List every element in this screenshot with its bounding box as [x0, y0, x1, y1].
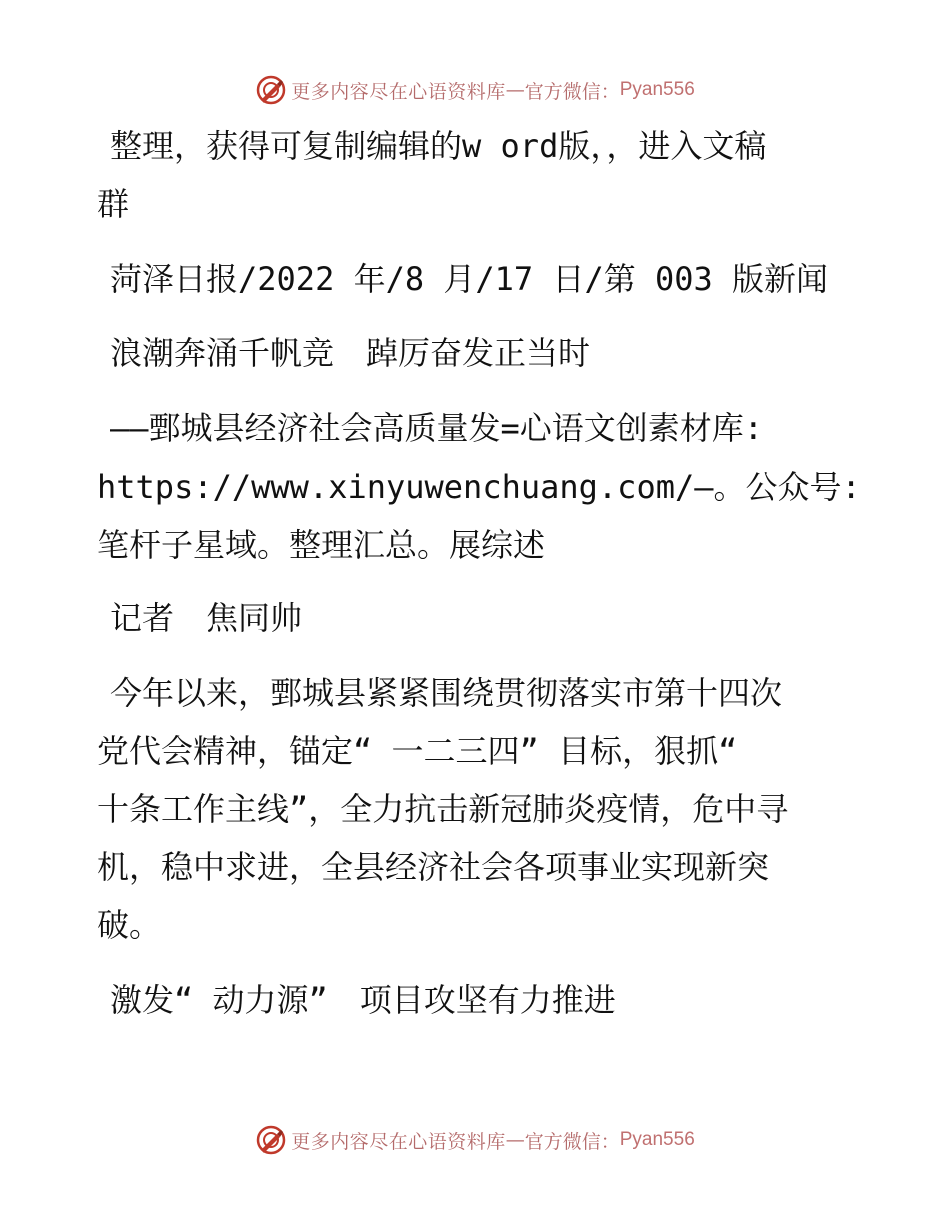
- paragraph-1-line-1: 今年以来，鄄城县紧紧围绕贯彻落实市第十四次: [110, 674, 783, 712]
- header-banner-contact-value: Pyan556: [619, 79, 695, 100]
- paragraph-1-line-5: 破。: [97, 906, 162, 944]
- subtitle-line-2: https://www.xinyuwenchuang.com/—。公众号:: [97, 468, 861, 506]
- pen-logo-icon: [255, 1124, 287, 1156]
- paragraph-1-line-2: 党代会精神，锚定“ 一二三四” 目标，狠抓“: [97, 732, 738, 770]
- section-heading: 激发“ 动力源” 项目攻坚有力推进: [110, 981, 616, 1019]
- source-line: 菏泽日报/2022 年/8 月/17 日/第 003 版新闻: [110, 260, 829, 298]
- byline: 记者 焦同帅: [110, 599, 303, 637]
- header-banner-separator: —: [505, 79, 525, 101]
- paragraph-1-line-3: 十条工作主线”，全力抗击新冠肺炎疫情，危中寻: [97, 790, 789, 828]
- footer-banner-separator: —: [505, 1129, 525, 1151]
- footer-banner-contact-label: 官方微信：: [524, 1130, 620, 1153]
- paragraph-1-line-4: 机，稳中求进，全县经济社会各项事业实现新突: [97, 848, 770, 886]
- header-banner-contact-label: 官方微信：: [524, 80, 620, 103]
- footer-banner-text: 更多内容尽在心语资料库: [291, 1130, 506, 1153]
- header-banner-text: 更多内容尽在心语资料库: [291, 80, 506, 103]
- intro-line-2: 群: [97, 185, 130, 223]
- subtitle-line-1: ——鄄城县经济社会高质量发=心语文创素材库:: [110, 409, 764, 447]
- footer-watermark-banner: [0, 1120, 950, 1160]
- headline: 浪潮奔涌千帆竞 踔厉奋发正当时: [110, 334, 591, 372]
- footer-banner-contact-value: Pyan556: [619, 1129, 695, 1150]
- intro-line-1: 整理，获得可复制编辑的w ord版，，进入文稿: [110, 127, 767, 165]
- subtitle-line-3: 笔杆子星域。整理汇总。展综述: [97, 526, 546, 564]
